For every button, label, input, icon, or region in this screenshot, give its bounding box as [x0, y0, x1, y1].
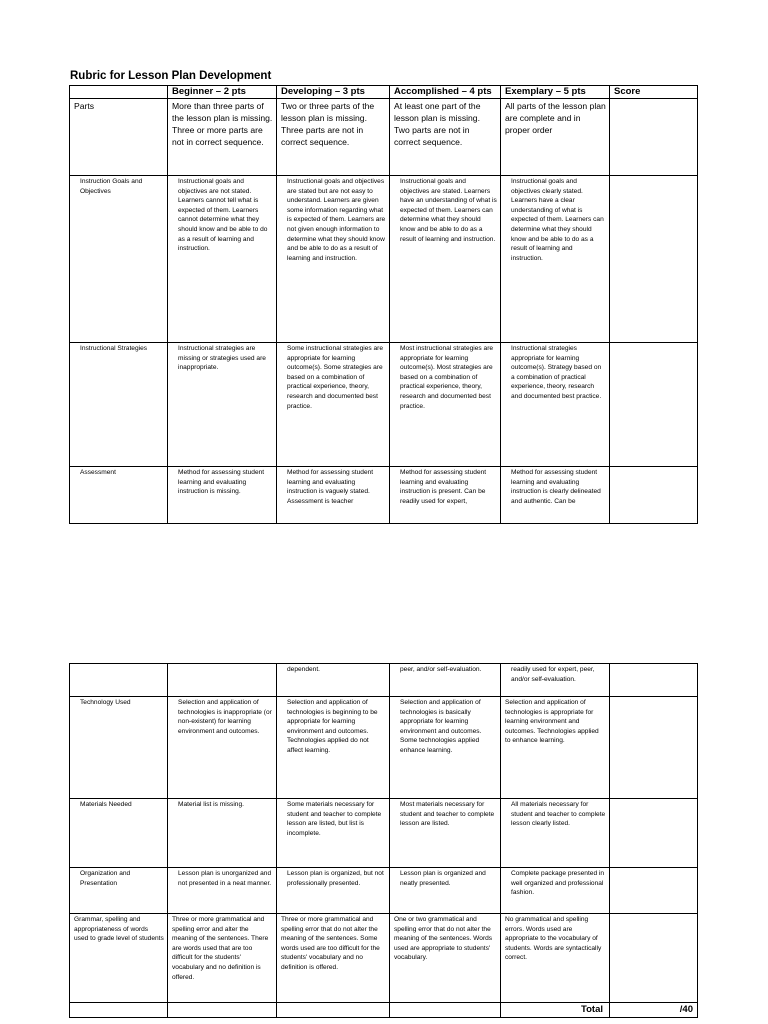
cell-exemplary: readily used for expert, peer, and/or self-evaluation.: [501, 664, 610, 697]
table-row: [70, 343, 698, 467]
cell-exemplary: No grammatical and spelling errors. Words used are appropriate to the vocabulary of students. Words are syntactically correct.: [501, 914, 610, 1003]
cell-score: [610, 343, 698, 467]
cell-accomplished: Lesson plan is organized and neatly presented.: [390, 868, 501, 914]
header-developing: Developing – 3 pts: [277, 86, 390, 99]
cell-exemplary: All materials necessary for student and teacher to complete lesson clearly listed.: [501, 799, 610, 868]
cell-developing: Instructional goals and objectives are stated but are not easy to understand. Learners are given some information regarding what is expected of them. Learners are not given enough information to determine what they should know and be able to do as a result of learning and instruction.: [277, 176, 390, 343]
cell-developing: Some materials necessary for student and teacher to complete lesson are listed, but list is incomplete.: [277, 799, 390, 868]
cell-accomplished: Most instructional strategies are appropriate for learning outcome(s). Most strategies are based on a combination of practical experience, theory, research and documented best practice.: [390, 343, 501, 467]
criterion-assessment: Assessment: [70, 467, 168, 524]
cell-developing: Three or more grammatical and spelling error that do not alter the meaning of the sentences. Some words used are too difficult for the students' vocabulary and no definition is offered.: [277, 914, 390, 1003]
criterion-organization: Organization and Presentation: [70, 868, 168, 914]
cell-beginner: Three or more grammatical and spelling error and alter the meaning of the sentences. There are words used that are too difficult for the students' vocabulary and no definition is offered.: [168, 914, 277, 1003]
page-break-gap: [0, 518, 768, 663]
cell-score: [610, 467, 698, 524]
table-row: [70, 99, 698, 176]
cell-exemplary: Method for assessing student learning and evaluating instruction is clearly delineated and authentic. Can be: [501, 467, 610, 524]
rubric-table-page-1: [69, 85, 698, 524]
total-spacer: [168, 1003, 277, 1018]
criterion-grammar: Grammar, spelling and appropriateness of words used to grade level of students: [70, 914, 168, 1003]
criterion-assessment-continued: [70, 664, 168, 697]
header-row: [70, 86, 698, 99]
cell-beginner: Material list is missing.: [168, 799, 277, 868]
cell-developing: Selection and application of technologies is beginning to be appropriate for learning environment and outcomes. Technologies applied do not affect learning.: [277, 697, 390, 799]
criterion-materials: Materials Needed: [70, 799, 168, 868]
cell-beginner: Instructional goals and objectives are not stated. Learners cannot tell what is expected of them. Learners cannot determine what they should know and be able to do as a result of learning and instruction.: [168, 176, 277, 343]
cell-exemplary: Selection and application of technologies is appropriate for learning environment and outcomes. Technologies applied to enhance learning.: [501, 697, 610, 799]
table-row: [70, 914, 698, 1003]
total-spacer: [390, 1003, 501, 1018]
rubric-table-page-2: [69, 663, 698, 1018]
total-value: /40: [610, 1003, 698, 1018]
header-score: Score: [610, 86, 698, 99]
cell-score: [610, 176, 698, 343]
table-row: [70, 664, 698, 697]
cell-beginner: [168, 664, 277, 697]
cell-developing: Two or three parts of the lesson plan is missing. Three parts are not in correct sequence.: [277, 99, 390, 176]
table-row: [70, 176, 698, 343]
table-row: [70, 799, 698, 868]
table-row: [70, 868, 698, 914]
cell-developing: Lesson plan is organized, but not professionally presented.: [277, 868, 390, 914]
cell-accomplished: One or two grammatical and spelling error that do not alter the meaning of the sentences. Words used are appropriate to students' vocabulary.: [390, 914, 501, 1003]
total-label: Total: [501, 1003, 610, 1018]
criterion-technology: Technology Used: [70, 697, 168, 799]
cell-beginner: Method for assessing student learning and evaluating instruction is missing.: [168, 467, 277, 524]
table-row: [70, 697, 698, 799]
cell-beginner: More than three parts of the lesson plan is missing. Three or more parts are not in correct sequence.: [168, 99, 277, 176]
criterion-strategies: Instructional Strategies: [70, 343, 168, 467]
cell-score: [610, 99, 698, 176]
cell-beginner: Selection and application of technologies is inappropriate (or non-existent) for learning environment and outcomes.: [168, 697, 277, 799]
cell-beginner: Lesson plan is unorganized and not presented in a neat manner.: [168, 868, 277, 914]
cell-score: [610, 868, 698, 914]
header-exemplary: Exemplary – 5 pts: [501, 86, 610, 99]
total-spacer: [277, 1003, 390, 1018]
header-accomplished: Accomplished – 4 pts: [390, 86, 501, 99]
table-row: [70, 467, 698, 524]
criterion-goals: Instruction Goals and Objectives: [70, 176, 168, 343]
cell-accomplished: peer, and/or self-evaluation.: [390, 664, 501, 697]
header-blank: [70, 86, 168, 99]
cell-accomplished: Selection and application of technologies is basically appropriate for learning environment and outcomes. Some technologies applied enhance learning.: [390, 697, 501, 799]
cell-accomplished: Instructional goals and objectives are stated. Learners have an understanding of what is expected of them. Learners can determine what they should know and be able to do as a result of learning and instruction.: [390, 176, 501, 343]
cell-score: [610, 914, 698, 1003]
total-spacer: [70, 1003, 168, 1018]
total-row: [70, 1003, 698, 1018]
cell-accomplished: Method for assessing student learning and evaluating instruction is present. Can be readily used for expert,: [390, 467, 501, 524]
cell-score: [610, 697, 698, 799]
cell-accomplished: At least one part of the lesson plan is missing. Two parts are not in correct sequence.: [390, 99, 501, 176]
cell-developing: Method for assessing student learning and evaluating instruction is vaguely stated. Assessment is teacher: [277, 467, 390, 524]
cell-score: [610, 664, 698, 697]
criterion-parts: Parts: [70, 99, 168, 176]
cell-developing: dependent.: [277, 664, 390, 697]
cell-exemplary: Complete package presented in well organized and professional fashion.: [501, 868, 610, 914]
cell-score: [610, 799, 698, 868]
document-title: Rubric for Lesson Plan Development: [70, 70, 272, 82]
cell-beginner: Instructional strategies are missing or strategies used are inappropriate.: [168, 343, 277, 467]
cell-exemplary: Instructional goals and objectives clearly stated. Learners have a clear understanding of what is expected of them. Learners can determine what they should know and be able to do as a result of learning and instruction.: [501, 176, 610, 343]
cell-developing: Some instructional strategies are appropriate for learning outcome(s). Some strategies are based on a combination of practical experience, theory, research and documented best practice.: [277, 343, 390, 467]
cell-accomplished: Most materials necessary for student and teacher to complete lesson are listed.: [390, 799, 501, 868]
cell-exemplary: All parts of the lesson plan are complete and in proper order: [501, 99, 610, 176]
cell-exemplary: Instructional strategies appropriate for learning outcome(s). Strategy based on a combination of practical experience, theory, research and documented best practice.: [501, 343, 610, 467]
header-beginner: Beginner – 2 pts: [168, 86, 277, 99]
